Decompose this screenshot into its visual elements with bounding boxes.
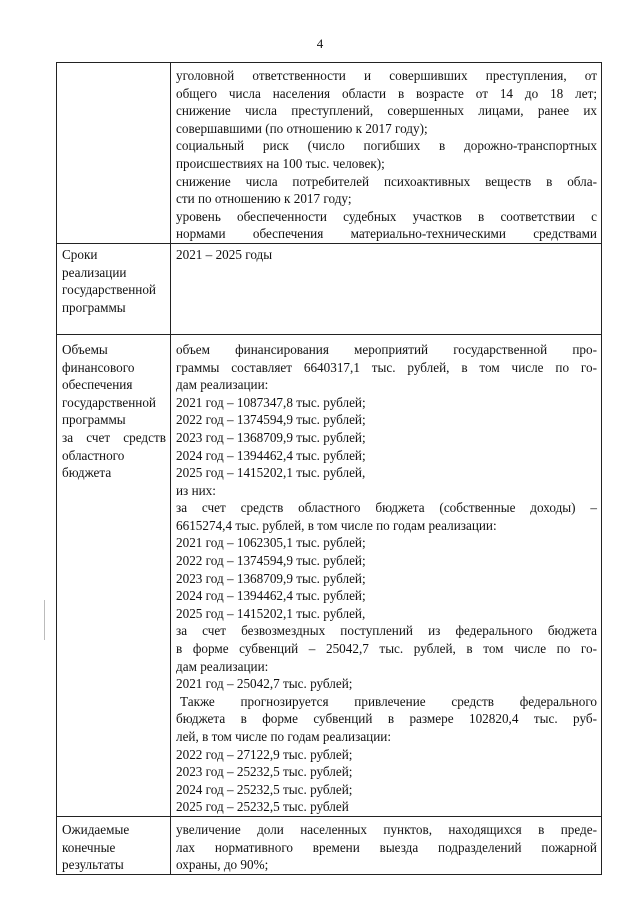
text-line: 2021 год – 1087347,8 тыс. рублей; bbox=[176, 394, 366, 410]
text-line: граммы составляет 6640317,1 тыс. рублей, в том числе по го- bbox=[176, 359, 597, 375]
text-line: Также прогнозируется привлечение средств федерального bbox=[180, 693, 597, 709]
text-line: 2022 год – 1374594,9 тыс. рублей; bbox=[176, 412, 366, 428]
text-line: 2022 год – 1374594,9 тыс. рублей; bbox=[176, 553, 366, 569]
text-line: уровень обеспеченности судебных участков в соответствии с bbox=[176, 208, 597, 224]
text-line: 2022 год – 27122,9 тыс. рублей; bbox=[176, 746, 353, 762]
text-line: 6615274,4 тыс. рублей, в том числе по годам реализации: bbox=[176, 517, 497, 533]
text-line: 2024 год – 1394462,4 тыс. рублей; bbox=[176, 447, 366, 463]
label-line: Объемы bbox=[62, 341, 108, 357]
text-line: совершавшими (по отношению к 2017 году); bbox=[176, 120, 428, 136]
label-line: Сроки bbox=[62, 246, 98, 262]
text-line: 2021 год – 1062305,1 тыс. рублей; bbox=[176, 535, 366, 551]
label-line: государственной bbox=[62, 282, 156, 298]
table-row-indicators-continued bbox=[57, 63, 602, 244]
label-cell-funding bbox=[57, 334, 171, 816]
label-line: областного bbox=[62, 447, 125, 463]
content-cell-indicators bbox=[171, 63, 602, 244]
text-line: объем финансирования мероприятий государственной про- bbox=[176, 341, 597, 357]
label-line: конечные bbox=[62, 839, 116, 855]
margin-line bbox=[44, 600, 45, 640]
label-line: за счет средств bbox=[62, 429, 166, 445]
text-line: 2023 год – 25232,5 тыс. рублей; bbox=[176, 764, 353, 780]
label-cell-results bbox=[57, 816, 171, 874]
label-line: обеспечения bbox=[62, 377, 133, 393]
text-line: 2023 год – 1368709,9 тыс. рублей; bbox=[176, 570, 366, 586]
content-cell-funding bbox=[171, 334, 602, 816]
text-line: 2025 год – 1415202,1 тыс. рублей, bbox=[176, 465, 366, 481]
text-line: за счет безвозмездных поступлений из федерального бюджета bbox=[176, 623, 597, 639]
text-line: снижение числа потребителей психоактивных веществ в обла- bbox=[176, 173, 597, 189]
label-line: программы bbox=[62, 299, 126, 315]
table-row-term bbox=[57, 243, 602, 334]
text-line: 2025 год – 1415202,1 тыс. рублей, bbox=[176, 605, 366, 621]
text-line: снижение числа преступлений, совершенных лицами, ранее их bbox=[176, 103, 597, 119]
label-line: программы bbox=[62, 412, 126, 428]
text-line: в форме субвенций – 25042,7 тыс. рублей, в том числе по го- bbox=[176, 641, 597, 657]
text-line: из них: bbox=[176, 482, 216, 498]
content-cell-results bbox=[171, 816, 602, 874]
text-line: увеличение доли населенных пунктов, находящихся в преде- bbox=[176, 821, 597, 837]
text-line: дам реализации: bbox=[176, 377, 269, 393]
label-line: государственной bbox=[62, 394, 156, 410]
text-line: охраны, до 90%; bbox=[176, 857, 269, 873]
page-number: 4 bbox=[316, 36, 324, 51]
text-line: лах нормативного времени выезда подразделений пожарной bbox=[176, 839, 597, 855]
text-line: происшествиях на 100 тыс. человек); bbox=[176, 155, 385, 171]
text-line: 2024 год – 25232,5 тыс. рублей; bbox=[176, 781, 353, 797]
text-line: общего числа населения области в возрасте от 14 до 18 лет; bbox=[176, 85, 597, 101]
program-passport-table bbox=[56, 62, 602, 875]
text-line: дам реализации: bbox=[176, 658, 269, 674]
text-line: 2023 год – 1368709,9 тыс. рублей; bbox=[176, 429, 366, 445]
text-line: уголовной ответственности и совершивших преступления, от bbox=[176, 68, 597, 83]
text-line: 2024 год – 1394462,4 тыс. рублей; bbox=[176, 588, 366, 604]
text-line: 2025 год – 25232,5 тыс. рублей bbox=[176, 799, 349, 815]
text-line: лей, в том числе по годам реализации: bbox=[176, 729, 392, 744]
label-line: реализации bbox=[62, 264, 127, 280]
text-line: нормами обеспечения материально-техническими средствами bbox=[176, 226, 597, 242]
table-row-funding bbox=[57, 334, 602, 816]
label-line: результаты bbox=[62, 857, 124, 873]
text-line: сти по отношению к 2017 году; bbox=[176, 191, 352, 207]
label-cell-empty bbox=[57, 63, 171, 244]
content-cell-term bbox=[171, 243, 602, 334]
text-line: за счет средств областного бюджета (собственные доходы) – bbox=[176, 500, 597, 516]
text-line: 2021 – 2025 годы bbox=[176, 246, 273, 262]
label-line: Ожидаемые bbox=[62, 821, 130, 837]
text-line: 2021 год – 25042,7 тыс. рублей; bbox=[176, 676, 353, 692]
label-line: финансового bbox=[62, 359, 135, 375]
label-cell-term bbox=[57, 243, 171, 334]
table-row-results bbox=[57, 816, 602, 874]
text-line: бюджета в форме субвенций в размере 102820,4 тыс. руб- bbox=[176, 711, 597, 727]
label-line: бюджета bbox=[62, 465, 112, 481]
text-line: социальный риск (число погибших в дорожно-транспортных bbox=[176, 138, 597, 154]
